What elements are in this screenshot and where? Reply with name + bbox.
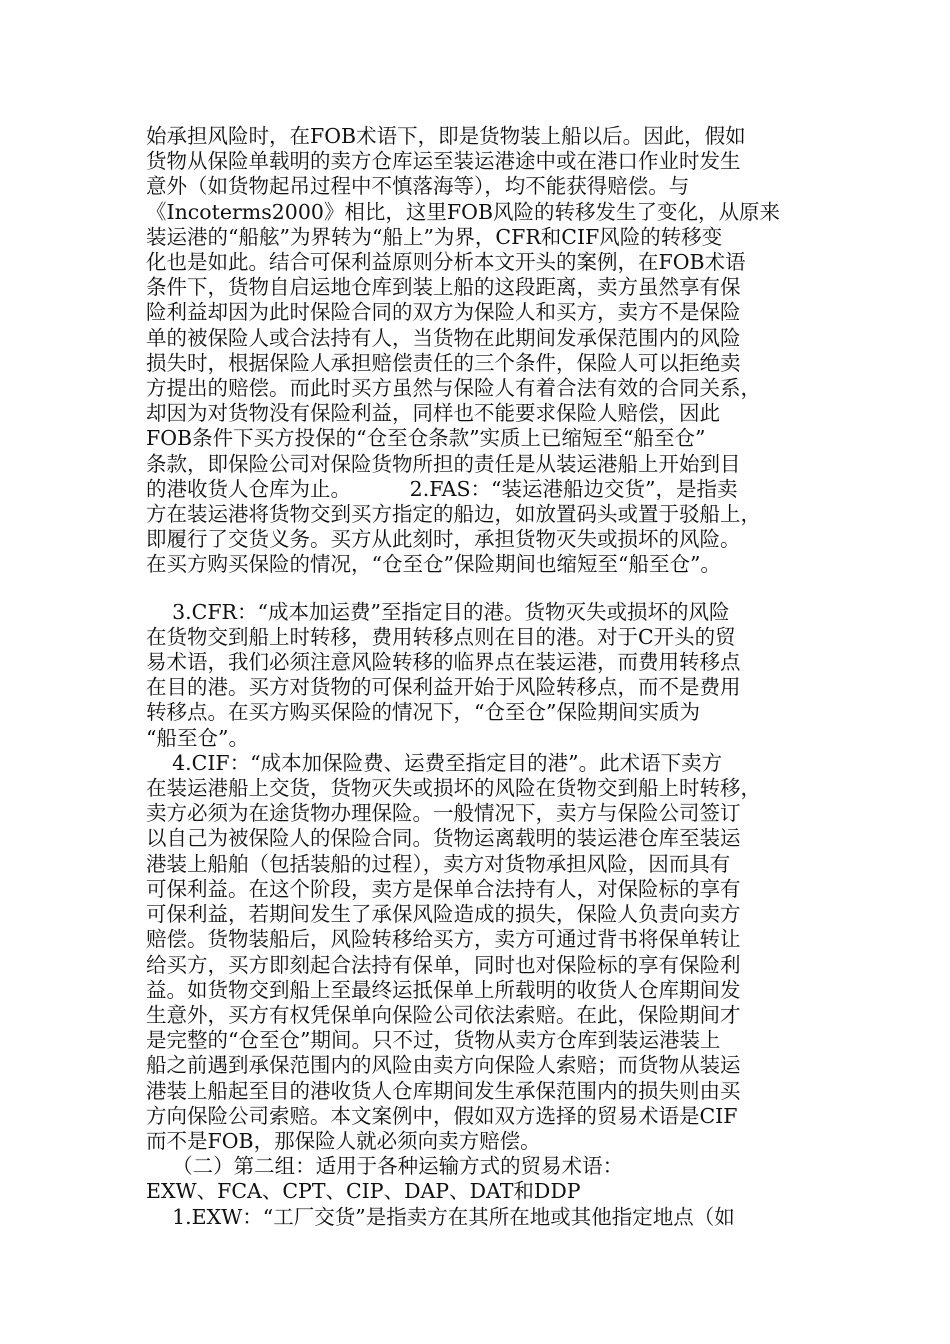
paragraph-cif: 4.CIF：“成本加保险费、运费至指定目的港”。此术语下卖方 在装运港船上交货，货物灭失或损坏的风险在货物交到船上时转移， 卖方必须为在途货物办理保险。一般情况下，卖方与保险公司签订 以自己为被保险人的保险合同。货物运离载明的装运港仓库至装运 港装上船舶（包括装船的过程），卖方对货物承担风险，因而具有 可保利益。在这个阶段，卖方是保单合法持有人，对保险标的享有 可保利益，若期间发生了承保风险造成的损失，保险人负责向卖方 赔偿。货物装船后，风险转移给买方，卖方可通过背书将保单转让 给买方，买方即刻起合法持有保单，同时也对保险标的享有保险利 益。如货物交到船上至最终运抵保单上所载明的收货人仓库期间发 生意外，买方有权凭保单向保险公司依法索赔。在此，保险期间才 是完整的“仓至仓”期间。只不过，货物从卖方仓库到装运港装上 船之前遇到承保范围内的风险由卖方向保险人索赔；而货物从装运 港装上船起至目的港收货人仓库期间发生承保范围内的损失则由买 方向保险公司索赔。本文案例中，假如双方选择的贸易术语是CIF 而不是FOB，那保险人就必须向卖方赔偿。 <box>146 750 761 1153</box>
paragraph-exw: 1.EXW：“工厂交货”是指卖方在其所在地或其他指定地点（如 <box>146 1204 735 1229</box>
paragraph-fob-fas: 始承担风险时，在FOB术语下，即是货物装上船以后。因此，假如 货物从保险单载明的卖方仓库运至装运港途中或在港口作业时发生 意外（如货物起吊过程中不慎落海等），均不能获得赔偿。与 《Incoterms2000》相比，这里FOB风险的转移发生了变化，从原来 装运港的“船舷”为界转为“船上”为界，CFR和CIF风险的转移变 化也是如此。结合可保利益原则分析本文开头的案例，在FOB术语 条件下，货物自启运地仓库到装上船的这段距离，卖方虽然享有保 险利益却因为此时保险合同的双方为保险人和买方，卖方不是保险 单的被保险人或合法持有人，当货物在此期间发承保范围内的风险 损失时，根据保险人承担赔偿责任的三个条件，保险人可以拒绝卖 方提出的赔偿。而此时买方虽然与保险人有着合法有效的合同关系， 却因为对货物没有保险利益，同样也不能要求保险人赔偿，因此 FOB条件下买方投保的“仓至仓条款”实质上已缩短至“船至仓” 条款，即保险公司对保险货物所担的责任是从装运港船上开始到目 的港收货人仓库为止。 2.FAS：“装运港船边交货”，是指卖 方在装运港将货物交到买方指定的船边，如放置码头或置于驳船上， 即履行了交货义务。买方从此刻时，承担货物灭失或损坏的风险。 在买方购买保险的情况，“仓至仓”保险期间也缩短至“船至仓”。 <box>146 124 781 577</box>
paragraph-cfr: 3.CFR：“成本加运费”至指定目的港。货物灭失或损坏的风险 在货物交到船上时转移，费用转移点则在目的港。对于C开头的贸 易术语，我们必须注意风险转移的临界点在装运港，而费用转移点 在目的港。买方对货物的可保利益开始于风险转移点，而不是费用 转移点。在买方购买保险的情况下，“仓至仓”保险期间实质为 “船至仓”。 <box>146 599 741 750</box>
document-body <box>146 124 808 1230</box>
paragraph-gap <box>146 578 808 600</box>
section-heading-group-two: （二）第二组：适用于各种运输方式的贸易术语： EXW、FCA、CPT、CIP、DAP、DAT和DDP <box>146 1154 624 1204</box>
